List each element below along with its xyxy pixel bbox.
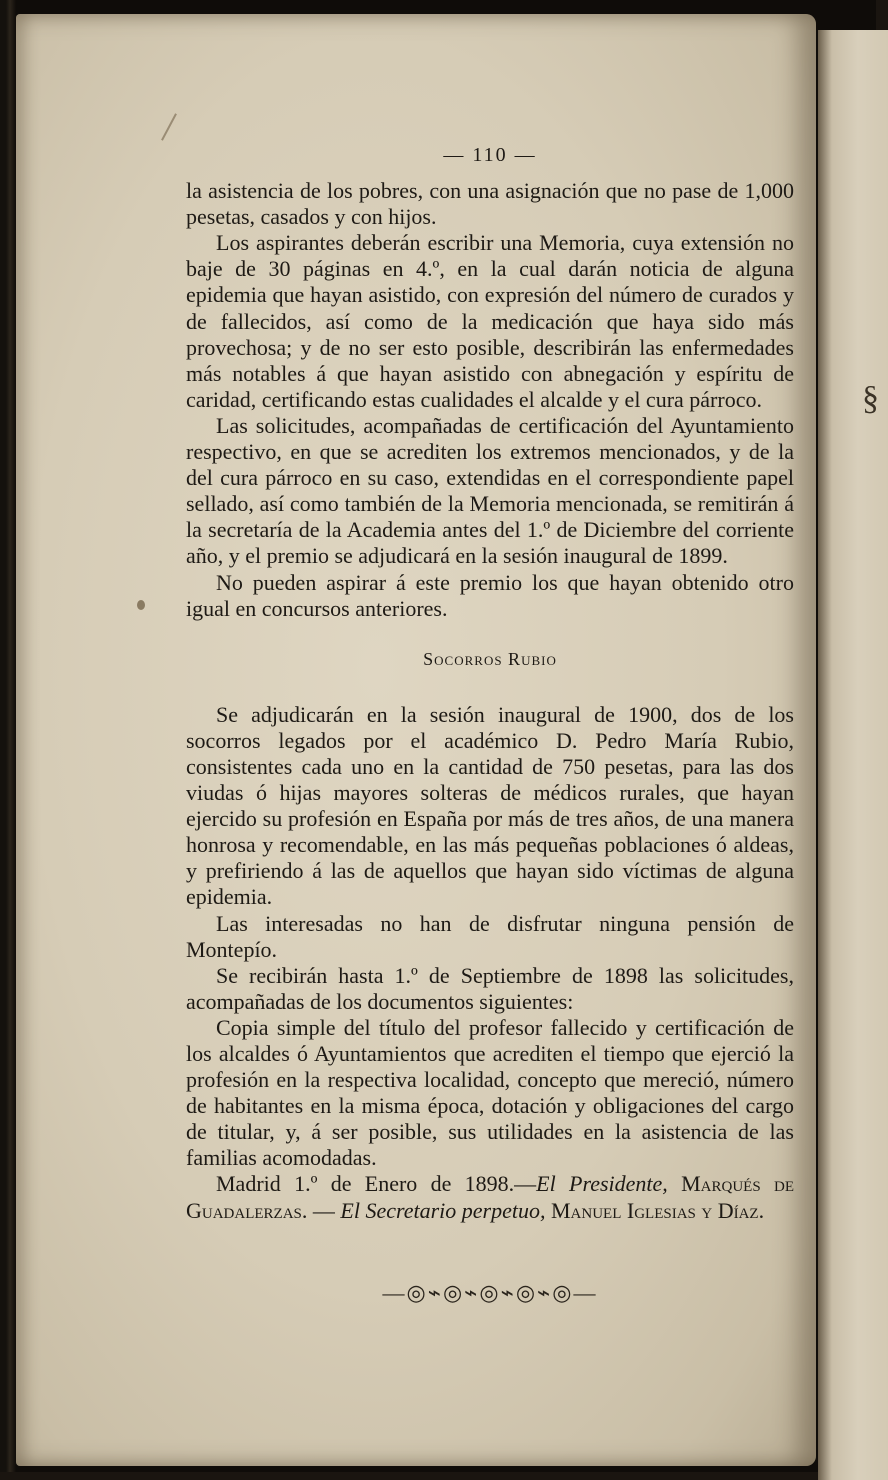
paragraph-restriction: No pueden aspirar á este premio los que hayan obtenido otro igual en concursos anteriores. bbox=[186, 569, 794, 621]
paragraph-solicitudes: Las solicitudes, acompañadas de certificación del Ayuntamiento respectivo, en que se acrediten los extremos mencionados, y de la del cura párroco en su caso, extendidas en el correspondiente papel sellado, así como también de la Memoria mencionada, se remitirán á la secretaría de la Academia antes del 1.º de Diciembre del corriente año, y el premio se adjudicará en la sesión inaugural de 1899. bbox=[186, 412, 794, 569]
paragraph-documents: Copia simple del título del profesor fallecido y certificación de los alcaldes ó Ayuntamientos que acrediten el tiempo que ejerció la profesión en la respectiva localidad, concepto que mereció, número de habitantes en la misma época, dotación y obligaciones del cargo de titular, y, á ser posible, sus utilidades en la asistencia de las familias acomodadas. bbox=[186, 1014, 794, 1171]
signature-dash: — bbox=[307, 1197, 341, 1223]
paragraph-montepio: Las interesadas no han de disfrutar ninguna pensión de Montepío. bbox=[186, 910, 794, 962]
signature-block bbox=[186, 1171, 794, 1223]
page-text-block bbox=[186, 142, 794, 1306]
signature-secretary-name: Manuel Iglesias y Díaz. bbox=[550, 1197, 765, 1223]
adjacent-page-ornament-icon: § bbox=[862, 380, 879, 417]
signature-president-name: Marqués de Guadalerzas. bbox=[186, 1171, 794, 1223]
paragraph-socorros: Se adjudicarán en la sesión inaugural de 1900, dos de los socorros legados por el académico D. Pedro María Rubio, consistentes cada uno en la cantidad de 750 pesetas, para las dos viudas ó hijas mayores solteras de médicos rurales, que hayan ejercido su profesión en España por más de tres años, de una manera honrosa y recomendable, en las más pequeñas poblaciones ó aldeas, y prefiriendo á las de aquellos que hayan sido víctimas de alguna epidemia. bbox=[186, 701, 794, 910]
adjacent-page-edge bbox=[818, 30, 888, 1480]
signature-place-date: Madrid 1.º de Enero de 1898.— bbox=[216, 1171, 537, 1197]
paragraph-continuation: la asistencia de los pobres, con una asignación que no pase de 1,000 pesetas, casados y con hijos. bbox=[186, 178, 794, 230]
ornament-divider-icon: —◎⌁◎⌁◎⌁◎⌁◎— bbox=[382, 1279, 598, 1305]
paragraph-deadline: Se recibirán hasta 1.º de Septiembre de 1898 las solicitudes, acompañadas de los documentos siguientes: bbox=[186, 962, 794, 1014]
stain-mark bbox=[137, 600, 145, 610]
pencil-mark bbox=[161, 113, 177, 140]
page-number: — 110 — bbox=[443, 144, 537, 166]
section-heading: Socorros Rubio bbox=[423, 648, 557, 669]
paragraph-memoria: Los aspirantes deberán escribir una Memoria, cuya extensión no baje de 30 páginas en 4.º, en la cual darán noticia de alguna epidemia que hayan asistido, con expresión del número de curados y de fallecidos, así como de la medicación que haya sido más provechosa; y de no ser esto posible, describirán las enfermedades más notables á que hayan asistido con abnegación y espíritu de caridad, certificando estas cualidades el alcalde y el cura párroco. bbox=[186, 230, 794, 412]
signature-president-title: El Presidente, bbox=[536, 1171, 668, 1197]
signature-secretary-title: El Secretario perpetuo, bbox=[340, 1197, 546, 1223]
